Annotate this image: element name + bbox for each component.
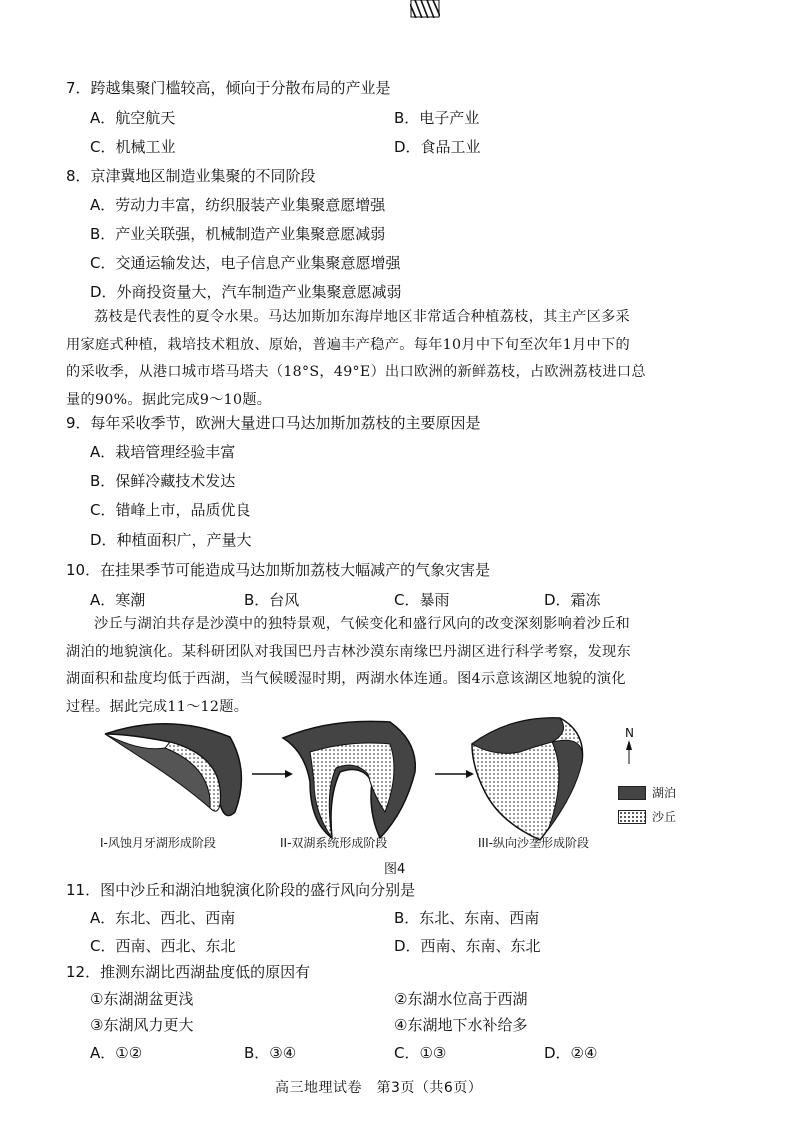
q10-option-b[interactable]: B．台风 [244,591,300,609]
q12-option-a[interactable]: A．①② [90,1044,143,1062]
passage-lychee [66,304,722,414]
q8-option-c[interactable]: C．交通运输发达，电子信息产业集聚意愿增强 [90,254,401,272]
q9-option-b[interactable]: B．保鲜冷藏技术发达 [90,472,236,490]
q7-option-c[interactable]: C．机械工业 [90,138,176,156]
q10-option-d[interactable]: D．霜冻 [544,591,601,609]
passage-line: 沙丘与湖泊共存是沙漠中的独特景观，气候变化和盛行风向的改变深刻影响着沙丘和 [94,616,631,632]
legend-lake [618,786,676,800]
arrow-icon [252,770,293,778]
page-footer: 高三地理试卷 第3页（共6页） [275,1080,483,1096]
q8-option-b[interactable]: B．产业关联强，机械制造产业集聚意愿减弱 [90,225,386,243]
passage-line: 湖泊的地貌演化。某科研团队对我国巴丹吉林沙漠东南缘巴丹湖区进行科学考察，发现东 [66,643,632,660]
question-8-stem: 8．京津冀地区制造业集聚的不同阶段 [66,167,316,185]
q11-option-a[interactable]: A．东北、西北、西南 [90,909,236,927]
q9-option-a[interactable]: A．栽培管理经验丰富 [90,443,236,461]
north-arrow-icon [626,740,632,764]
q11-option-c[interactable]: C．西南、西北、东北 [90,937,236,955]
passage-line: 的采收季，从港口城市塔马塔夫（18°S，49°E）出口欧洲的新鲜荔枝，占欧洲荔枝进口总 [66,364,646,380]
stage-3-label: III-纵向沙垄形成阶段 [478,836,589,850]
passage-line: 过程。据此完成11～12题。 [66,698,249,715]
q8-option-a[interactable]: A．劳动力丰富，纺织服装产业集聚意愿增强 [90,196,386,214]
q11-option-d[interactable]: D．西南、东南、东北 [394,937,541,955]
q12-option-b[interactable]: B．③④ [244,1044,297,1062]
arrow-icon [435,770,474,778]
q10-option-a[interactable]: A．寒潮 [90,591,146,609]
passage-line: 用家庭式种植，栽培技术粗放、原始，普遍丰产稳产。每年10月中下旬至次年1月中下的 [66,336,631,353]
q9-option-d[interactable]: D．种植面积广，产量大 [90,531,252,549]
question-10-stem: 10．在挂果季节可能造成马达加斯加荔枝大幅减产的气象灾害是 [66,561,491,579]
question-12-stem: 12．推测东湖比西湖盐度低的原因有 [66,963,311,981]
q8-option-d[interactable]: D．外商投资量大，汽车制造产业集聚意愿减弱 [90,283,402,301]
legend-lake-label: 湖泊 [652,786,677,800]
q11-option-b[interactable]: B．东北、东南、西南 [394,909,540,927]
stage-3-shape [472,718,583,840]
figure-4 [100,712,700,862]
dune-swatch [618,810,646,824]
lake-swatch [618,786,646,800]
question-11-stem: 11．图中沙丘和湖泊地貌演化阶段的盛行风向分别是 [66,881,416,899]
legend-dune-label: 沙丘 [652,810,677,824]
q7-option-a[interactable]: A．航空航天 [90,109,176,127]
stage-1-label: I-风蚀月牙湖形成阶段 [100,836,216,850]
q12-item-4: ④东湖地下水补给多 [394,1016,528,1034]
q9-option-c[interactable]: C．错峰上市，品质优良 [90,501,251,519]
question-7-stem: 7．跨越集聚门槛较高，倾向于分散布局的产业是 [66,79,391,97]
north-label: N [625,726,634,740]
stage-2-label: II-双湖系统形成阶段 [280,836,388,850]
q12-option-c[interactable]: C．①③ [394,1044,447,1062]
q7-option-d[interactable]: D．食品工业 [394,138,481,156]
stage-1-shape [105,724,241,816]
q12-option-d[interactable]: D．②④ [544,1044,598,1062]
hatched-mark [410,0,440,18]
q12-item-2: ②东湖水位高于西湖 [394,990,528,1008]
question-9-stem: 9．每年采收季节，欧洲大量进口马达加斯加荔枝的主要原因是 [66,414,481,432]
q12-item-3: ③东湖风力更大 [90,1016,194,1034]
passage-line: 荔枝是代表性的夏令水果。马达加斯加东海岸地区非常适合种植荔枝，其主产区多采 [94,309,631,325]
passage-line: 量的90%。据此完成9～10题。 [66,391,272,408]
passage-dunes-lakes [66,611,722,721]
figure-caption: 图4 [384,862,406,877]
stage-2-shape [283,721,415,838]
q10-option-c[interactable]: C．暴雨 [394,591,450,609]
q12-item-1: ①东湖湖盆更浅 [90,990,194,1008]
q7-option-b[interactable]: B．电子产业 [394,109,480,127]
legend-dune [618,810,676,824]
passage-line: 湖面积和盐度均低于西湖，当气候暖湿时期，两湖水体连通。图4示意该湖区地貌的演化 [66,671,626,687]
